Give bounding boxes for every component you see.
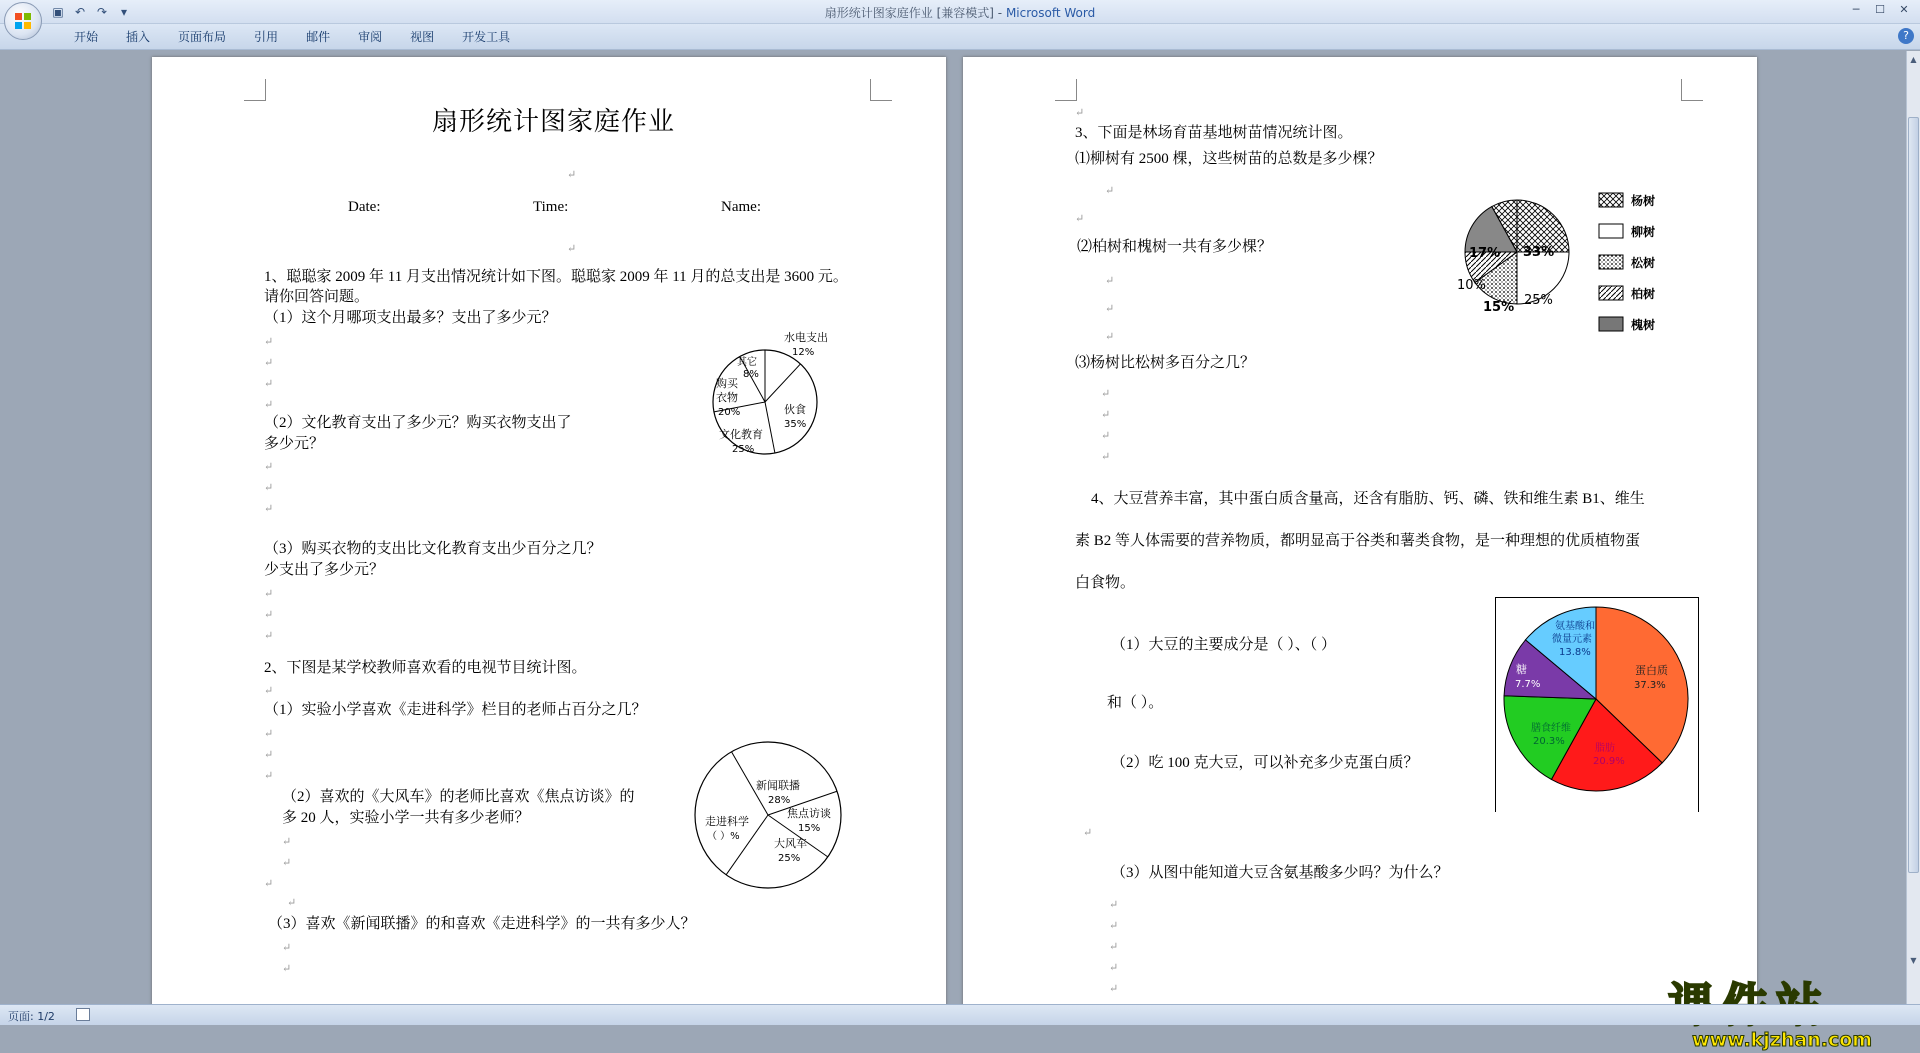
q1-part-a: （1）这个月哪项支出最多？支出了多少元？ (264, 310, 557, 326)
tv-program-pie-chart (692, 737, 862, 897)
q4-part-b: （2）吃 100 克大豆，可以补充多少克蛋白质？ (1111, 755, 1419, 771)
window-title: 扇形统计图家庭作业 [兼容模式] - Microsoft Word (824, 6, 1096, 20)
q2-part-b-cont: 多 20 人，实验小学一共有多少老师？ (282, 810, 530, 826)
fiber-pct: 20.3% (1533, 736, 1565, 747)
save-icon[interactable]: ▣ (52, 5, 64, 19)
margin-mark (870, 79, 892, 101)
customize-qat-icon[interactable]: ▾ (120, 5, 128, 19)
margin-mark (244, 79, 266, 101)
help-icon[interactable]: ? (1898, 28, 1914, 44)
q2-part-c: （3）喜欢《新闻联播》的和喜欢《走进科学》的一共有多少人？ (268, 916, 696, 932)
ribbon-tab-3[interactable]: 引用 (254, 30, 279, 44)
margin-mark (1681, 79, 1703, 101)
ribbon-tab-4[interactable]: 邮件 (306, 30, 331, 44)
legend-label-4: 槐树 (1631, 318, 1656, 332)
close-icon[interactable]: ✕ (1899, 3, 1909, 16)
time-label: Time: (533, 199, 569, 215)
ribbon-tab-0[interactable]: 开始 (74, 30, 99, 44)
cloth-label-1: 购买 (716, 377, 738, 390)
expense-pie-chart (702, 327, 872, 497)
other-pct: 8% (743, 369, 759, 380)
name-label: Name: (721, 199, 761, 215)
focus-label: 焦点访谈 (787, 807, 831, 820)
q4-part-a: （1）大豆的主要成分是（ ）、（ ） (1111, 637, 1337, 653)
food-pct: 35% (784, 419, 807, 430)
fat-label: 脂肪 (1595, 743, 1615, 754)
ribbon-tab-7[interactable]: 开发工具 (462, 30, 511, 44)
protein-label: 蛋白质 (1635, 664, 1668, 677)
scroll-up-icon[interactable]: ▲ (1910, 55, 1917, 64)
redo-icon[interactable]: ↷ (96, 5, 108, 19)
soybean-pie-chart (1503, 605, 1699, 812)
sci-label: 走进科学 (705, 815, 749, 828)
cloth-pct: 20% (718, 407, 741, 418)
sugar-label: 糖 (1516, 663, 1527, 676)
food-label: 伙食 (784, 403, 806, 416)
page-count[interactable]: 页面: 1/2 (8, 1010, 55, 1023)
ribbon-tab-1[interactable]: 插入 (126, 30, 151, 44)
amino-label-1: 氨基酸和 (1555, 621, 1595, 632)
legend-label-3: 柏树 (1631, 287, 1656, 301)
watermark-logo: www.kjzhan.com (1692, 1029, 1873, 1051)
legend-swatch-2 (1599, 255, 1623, 269)
q4-paragraph-3: 白食物。 (1075, 575, 1136, 591)
sugar-pct: 7.7% (1515, 679, 1541, 690)
page-1[interactable]: 扇形统计图家庭作业 ↵ Date: Time: Name: ↵ 1、聪聪家 2009 年 11 月支出情况统计如下图。聪聪家 2009 年 11 月的总支出是 3600 元。 请你回答问题。 （1）这个月哪项支出最多？支出了多少元？ ↵ ↵ ↵ ↵ （2）文化教育支出了多少元？购买衣物支出了 多少元？ ↵ ↵ ↵ （3）购买衣物的支出比文化教育支出少百分之几？ 少支出了多少元？ ↵ ↵ ↵ 2、下图是某学校教师喜欢看的电视节目统计图。 ↵ （1）实验小学喜欢《走进科学》栏目的老师占百分之几？ ↵ ↵ ↵ （2）喜欢的《大风车》的老师比喜欢《焦点访谈》的 多 20 人，实验小学一共有多少老师？ ↵ ↵ ↵ ↵ （3）喜欢《新闻联播》的和喜欢《走进科学》的一共有多少人？ ↵ ↵ 水电支出 12% 其它 8% 伙食 35% 文化教育 25% 购买 衣物 20% 新闻联播 28% 焦点访谈 15% 大风车 25% 走进科学 （ ）% (152, 57, 946, 1017)
q4-paragraph-1: 4、大豆营养丰富，其中蛋白质含量高，还含有脂肪、钙、磷、铁和维生素 B1、维生 (1091, 491, 1645, 507)
news-pct: 28% (768, 795, 791, 806)
legend-label-0: 杨树 (1631, 194, 1656, 208)
edu-label: 文化教育 (719, 428, 763, 441)
ribbon-tab-6[interactable]: 视图 (410, 30, 435, 44)
legend-swatch-0 (1599, 193, 1623, 207)
ribbon (0, 24, 1920, 50)
fat-pct: 20.9% (1593, 756, 1625, 767)
q1-intro: 1、聪聪家 2009 年 11 月支出情况统计如下图。聪聪家 2009 年 11 月的总支出是 3600 元。 (264, 269, 848, 285)
office-button[interactable] (4, 2, 42, 40)
focus-pct: 15% (798, 823, 821, 834)
status-bar (0, 1004, 1920, 1025)
seedling-pie-chart (1451, 187, 1701, 337)
q4-paragraph-2: 素 B2 等人体需要的营养物质，都明显高于谷类和薯类食物，是一种理想的优质植物蛋 (1075, 533, 1641, 549)
legend-label-2: 松树 (1631, 256, 1656, 270)
q1-part-c-cont: 少支出了多少元？ (264, 562, 385, 578)
ribbon-tab-2[interactable]: 页面布局 (178, 30, 227, 44)
bai-pct: 10% (1457, 278, 1486, 293)
q2-part-a: （1）实验小学喜欢《走进科学》栏目的老师占百分之几？ (264, 702, 647, 718)
protein-pct: 37.3% (1634, 680, 1666, 691)
utility-pct: 12% (792, 347, 815, 358)
page-2[interactable]: ↵ 3、下面是林场育苗基地树苗情况统计图。 ⑴柳树有 2500 棵，这些树苗的总数是多少棵？ ↵ ↵ ⑵柏树和槐树一共有多少棵？ ↵ ↵ ↵ ⑶杨树比松树多百分之几？ ↵ ↵ ↵ ↵ 4、大豆营养丰富，其中蛋白质含量高，还含有脂肪、钙、磷、铁和维生素 B1、维生 素 B2 等人体需要的营养物质，都明显高于谷类和薯类食物，是一种理想的优质植物蛋 白食物。 （1）大豆的主要成分是（ ）、（ ） 和（ ）。 （2）吃 100 克大豆，可以补充多少克蛋白质？ ↵ （3）从图中能知道大豆含氨基酸多少吗？为什么？ ↵ ↵ ↵ ↵ ↵ 33% 25% 15% 10% 17% 杨树 柳树 松树 柏树 槐树 氨基酸和 微量元素 13.8% 蛋白质 37.3% 糖 7.7% 膳食纤维 20.3% 脂肪 20.9% (963, 57, 1757, 1017)
utility-label: 水电支出 (784, 331, 828, 344)
edu-pct: 25% (732, 444, 755, 455)
legend-label-1: 柳树 (1631, 225, 1656, 239)
q4-part-c: （3）从图中能知道大豆含氨基酸多少吗？为什么？ (1111, 865, 1449, 881)
q4-part-a-cont: 和（ ）。 (1107, 695, 1164, 711)
office-logo-icon (15, 13, 31, 29)
scroll-down-icon[interactable]: ▼ (1910, 956, 1917, 965)
huai-pct: 17% (1469, 246, 1501, 261)
q1-part-b: （2）文化教育支出了多少元？购买衣物支出了 (264, 415, 572, 431)
margin-mark (1055, 79, 1077, 101)
sci-pct: （ ）% (707, 831, 740, 842)
ribbon-tab-5[interactable]: 审阅 (358, 30, 383, 44)
legend-swatch-4 (1599, 317, 1623, 331)
q1-part-b-cont: 多少元？ (264, 436, 325, 452)
cloth-label-2: 衣物 (716, 391, 738, 404)
maximize-icon[interactable]: ☐ (1875, 3, 1885, 16)
other-label: 其它 (737, 357, 757, 368)
wind-pct: 25% (778, 853, 801, 864)
legend-swatch-3 (1599, 286, 1623, 300)
q3-part-b: ⑵柏树和槐树一共有多少棵？ (1077, 239, 1273, 255)
scroll-thumb[interactable] (1908, 117, 1919, 873)
q2-intro: 2、下图是某学校教师喜欢看的电视节目统计图。 (264, 660, 587, 676)
q1-part-c: （3）购买衣物的支出比文化教育支出少百分之几？ (264, 541, 602, 557)
q3-part-a: ⑴柳树有 2500 棵，这些树苗的总数是多少棵？ (1075, 151, 1383, 167)
q3-intro: 3、下面是林场育苗基地树苗情况统计图。 (1075, 125, 1353, 141)
q3-part-c: ⑶杨树比松树多百分之几？ (1075, 355, 1256, 371)
vertical-scrollbar[interactable] (1906, 51, 1920, 1004)
proofing-icon[interactable] (76, 1008, 90, 1021)
wind-label: 大风车 (774, 837, 807, 850)
title-bar (0, 0, 1920, 24)
legend-swatch-1 (1599, 224, 1623, 238)
undo-icon[interactable]: ↶ (74, 5, 86, 19)
liu-pct: 25% (1524, 293, 1553, 308)
news-label: 新闻联播 (756, 779, 800, 792)
amino-pct: 13.8% (1559, 647, 1591, 658)
song-pct: 15% (1483, 300, 1515, 315)
q1-intro-cont: 请你回答问题。 (264, 289, 370, 305)
document-title: 扇形统计图家庭作业 (432, 107, 676, 137)
q2-part-b: （2）喜欢的《大风车》的老师比喜欢《焦点访谈》的 (282, 789, 635, 805)
minimize-icon[interactable]: ─ (1852, 3, 1860, 16)
amino-label-2: 微量元素 (1552, 634, 1592, 645)
date-label: Date: (348, 199, 381, 215)
yang-pct: 33% (1523, 245, 1555, 260)
fiber-label: 膳食纤维 (1531, 723, 1571, 734)
